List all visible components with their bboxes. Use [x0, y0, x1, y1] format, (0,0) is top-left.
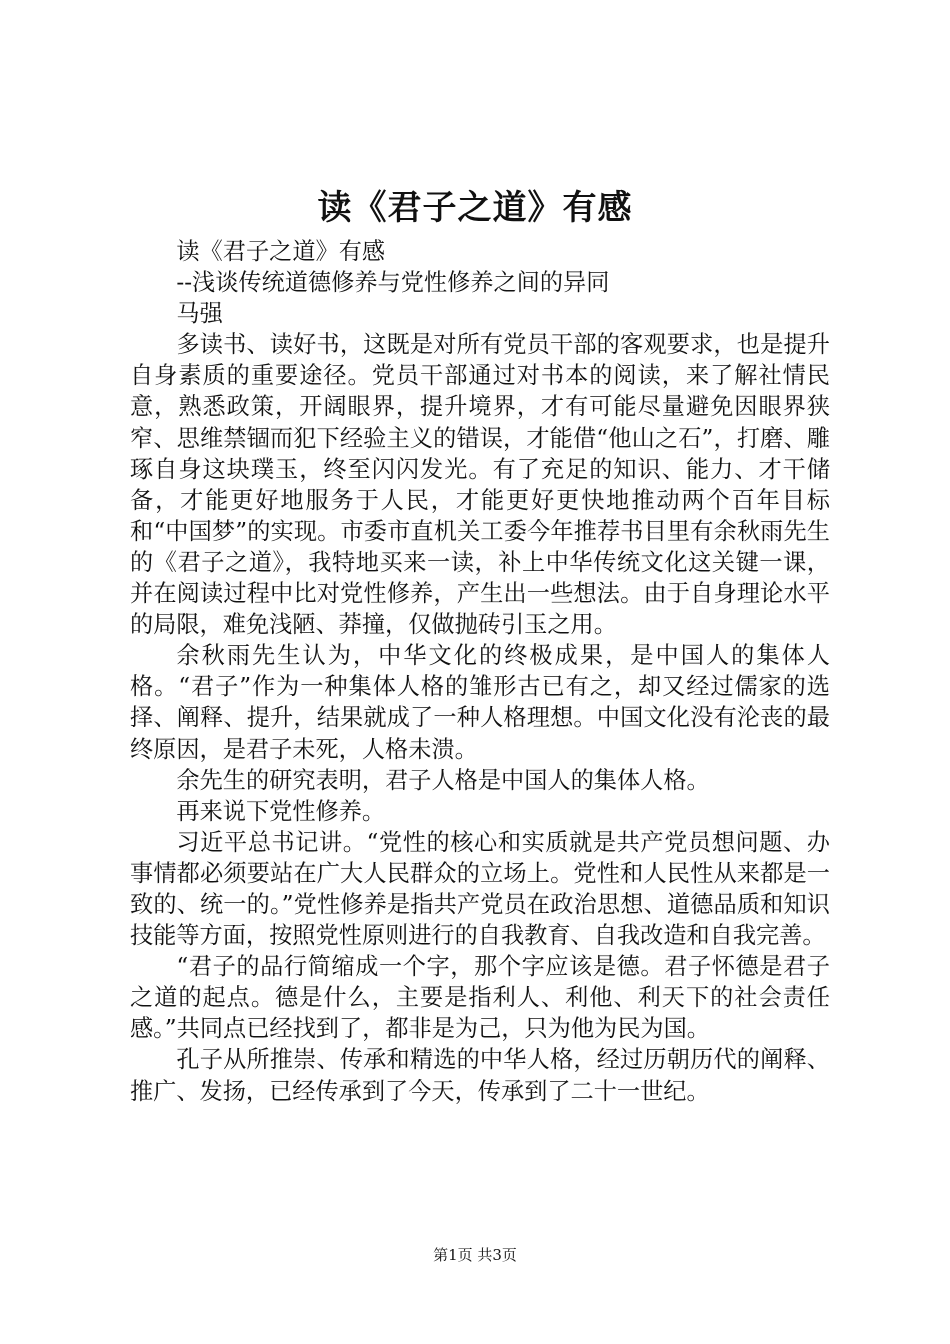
- paragraph: 习近平总书记讲。“党性的核心和实质就是共产党员想问题、办事情都必须要站在广大人民群众的立场上。党性和人民性从来都是一致的、统一的。”党性修养是指共产党员在政治思想、道德品质和知识技能等方面，按照党性原则进行的自我教育、自我改造和自我完善。: [130, 828, 830, 950]
- page-footer: 第1页 共3页: [433, 1246, 517, 1264]
- paragraph: 再来说下党性修养。: [176, 797, 386, 825]
- document-body: [130, 236, 830, 1107]
- paragraph: 余先生的研究表明，君子人格是中国人的集体人格。: [176, 766, 710, 794]
- paragraph: 孔子从所推崇、传承和精选的中华人格，经过历朝历代的阐释、推广、发扬，已经传承到了今天，传承到了二十一世纪。: [130, 1046, 830, 1105]
- paragraph-subheading: --浅谈传统道德修养与党性修养之间的异同: [176, 269, 610, 297]
- paragraph-author: 马强: [176, 300, 223, 328]
- paragraph: “君子的品行简缩成一个字，那个字应该是德。君子怀德是君子之道的起点。德是什么，主要是指利人、利他、利天下的社会责任感。”共同点已经找到了，都非是为己，只为他为民为国。: [130, 953, 830, 1043]
- paragraph: 多读书、读好书，这既是对所有党员干部的客观要求，也是提升自身素质的重要途径。党员干部通过对书本的阅读，来了解社情民意，熟悉政策，开阔眼界，提升境界，才有可能尽量避免因眼界狭窄、思维禁锢而犯下经验主义的错误，才能借“他山之石”，打磨、雕琢自身这块璞玉，终至闪闪发光。有了充足的知识、能力、才干储备，才能更好地服务于人民，才能更好更快地推动两个百年目标和“中国梦”的实现。市委市直机关工委今年推荐书目里有余秋雨先生的《君子之道》，我特地买来一读，补上中华传统文化这关键一课，并在阅读过程中比对党性修养，产生出一些想法。由于自身理论水平的局限，难免浅陋、莽撞，仅做抛砖引玉之用。: [130, 331, 830, 639]
- paragraph: 余秋雨先生认为，中华文化的终极成果，是中国人的集体人格。“君子”作为一种集体人格的雏形古已有之，却又经过儒家的选择、阐释、提升，结果就成了一种人格理想。中国文化没有沦丧的最终原因，是君子未死，人格未溃。: [130, 642, 830, 763]
- paragraph-subtitle: 读《君子之道》有感: [176, 238, 386, 265]
- document-title: 读《君子之道》有感: [317, 188, 633, 228]
